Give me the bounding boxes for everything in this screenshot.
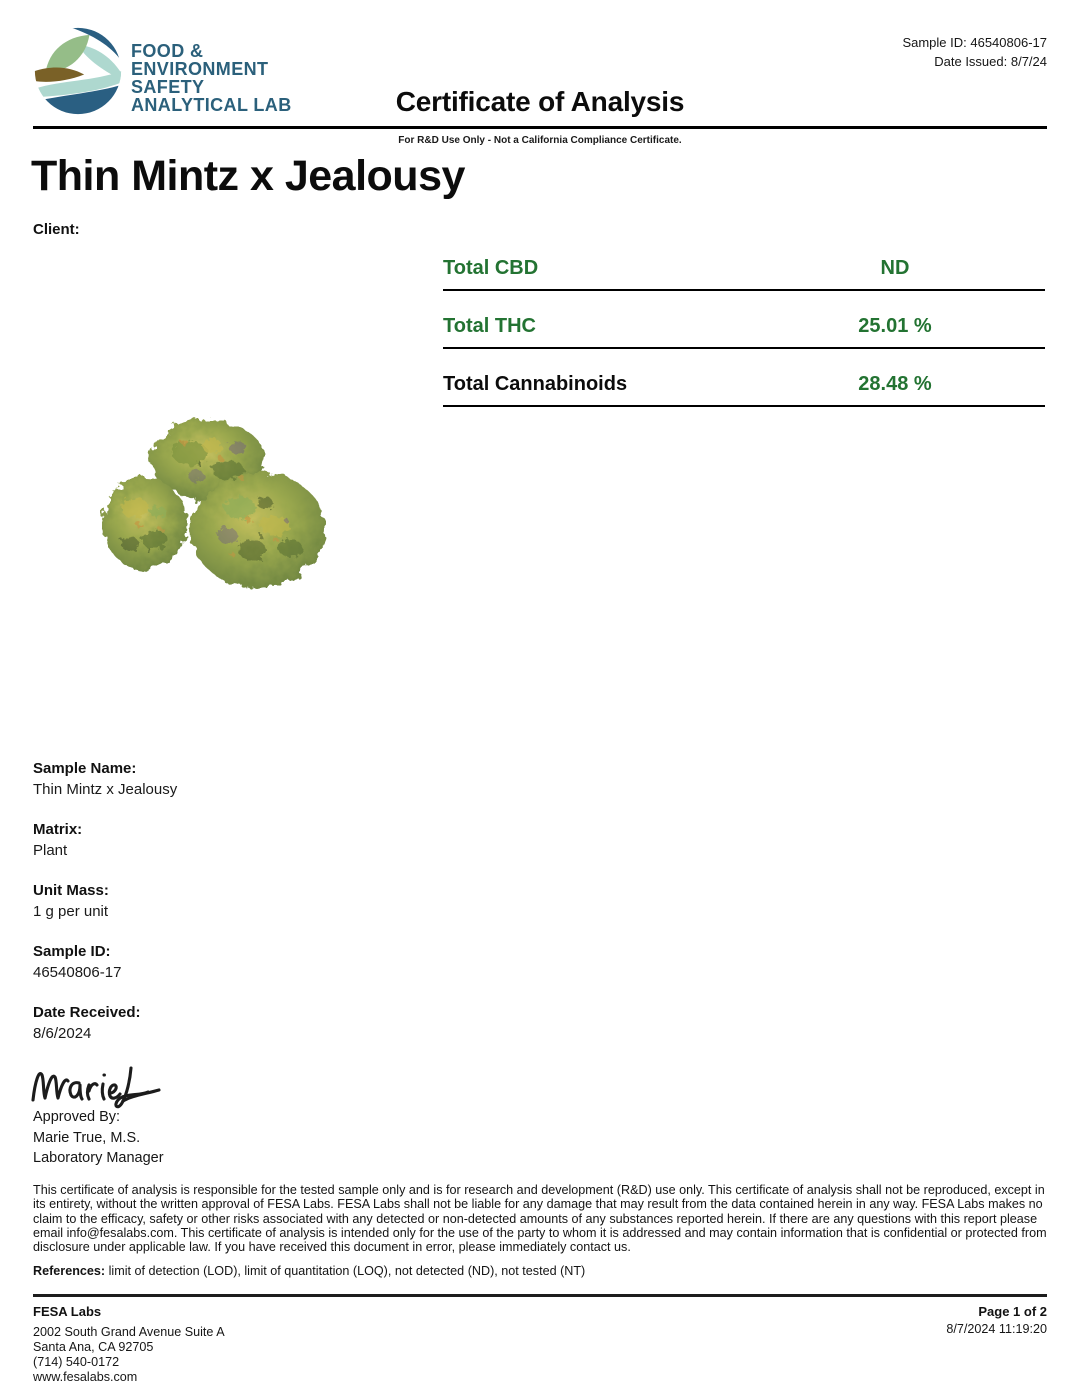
footer-address-line: 2002 South Grand Avenue Suite A — [33, 1325, 225, 1339]
header-divider — [33, 126, 1047, 129]
list-item — [33, 941, 177, 983]
footer-lab-name: FESA Labs — [33, 1304, 102, 1319]
date-received-value: 8/6/2024 — [33, 1025, 92, 1042]
list-item — [33, 758, 177, 800]
potency-summary-table — [443, 252, 1045, 407]
total-cbd-value: ND — [880, 257, 910, 279]
matrix-label: Matrix: — [33, 821, 83, 838]
header-meta — [902, 33, 1047, 71]
footer-timestamp: 8/7/2024 11:19:20 — [946, 1322, 1047, 1336]
product-name-heading: Thin Mintz x Jealousy — [31, 152, 465, 200]
list-item — [33, 819, 177, 861]
footer-page-info — [946, 1304, 1047, 1336]
footer-divider — [33, 1294, 1047, 1297]
sample-id-value: 46540806-17 — [33, 964, 122, 981]
footer-lab-info — [33, 1304, 225, 1385]
references-text: limit of detection (LOD), limit of quantitation (LOQ), not detected (ND), not tested (NT) — [105, 1264, 586, 1278]
footer-website: www.fesalabs.com — [33, 1370, 138, 1384]
lab-wordmark-line: FOOD & — [131, 41, 204, 61]
lab-wordmark-line: SAFETY — [131, 77, 205, 97]
page-number: Page 1 of 2 — [978, 1304, 1047, 1319]
certificate-title: Certificate of Analysis — [395, 86, 685, 117]
sample-id-label: Sample ID: — [33, 943, 111, 960]
total-cannabinoids-label: Total Cannabinoids — [443, 373, 628, 395]
matrix-value: Plant — [33, 842, 68, 859]
references-label: References: — [33, 1264, 106, 1278]
product-photo — [100, 408, 345, 673]
total-cannabinoids-value: 28.48 % — [858, 373, 932, 395]
sample-name-label: Sample Name: — [33, 760, 137, 777]
total-thc-value: 25.01 % — [858, 315, 932, 337]
approver-name: Marie True, M.S. — [33, 1129, 141, 1146]
unit-mass-value: 1 g per unit — [33, 903, 109, 920]
certificate-subtitle: For R&D Use Only - Not a California Compliance Certificate. — [398, 135, 682, 146]
date-issued-header: Date Issued: 8/7/24 — [934, 54, 1047, 69]
approved-by-label: Approved By: — [33, 1109, 121, 1125]
list-item — [33, 880, 177, 922]
approval-block — [33, 1107, 164, 1169]
total-cbd-label: Total CBD — [443, 257, 539, 279]
table-row — [443, 368, 1045, 407]
signature-image — [27, 1054, 165, 1110]
disclaimer-text: This certificate of analysis is responsible for the tested sample only and is for research and development (R&D) use only. This certificate of analysis shall not be reproduced, except in its entirety, without the written approval of FESA Labs. FESA Labs shall not be liable for any damage that may result from the data contained herein in any way. FESA Labs makes no claim to the efficacy, safety or other risks associated with any detected or non-detected amounts of any substances reported herein. If there are any questions with this report please email info@fesalabs.com. This certificate of analysis is intended only for the use of the party to whom it is addressed and may contain information that is confidential or protected from disclosure under applicable law. If you have received this document in error, please immediately contact us. — [33, 1183, 1047, 1255]
sample-id-header: Sample ID: 46540806-17 — [902, 35, 1047, 50]
date-received-label: Date Received: — [33, 1004, 141, 1021]
list-item — [33, 1002, 177, 1044]
client-label: Client: — [33, 221, 80, 238]
lab-wordmark-line: ENVIRONMENT — [131, 59, 269, 79]
unit-mass-label: Unit Mass: — [33, 882, 109, 899]
sample-details — [33, 758, 177, 1063]
table-row — [443, 252, 1045, 291]
lab-wordmark-line: ANALYTICAL LAB — [131, 95, 292, 115]
total-thc-label: Total THC — [443, 315, 536, 337]
footer-address-line: Santa Ana, CA 92705 — [33, 1340, 154, 1354]
sample-name-value: Thin Mintz x Jealousy — [33, 781, 178, 798]
footer-address — [33, 1325, 225, 1385]
table-row — [443, 310, 1045, 349]
approver-title: Laboratory Manager — [33, 1150, 164, 1166]
references-line — [33, 1264, 585, 1278]
footer-address-line: (714) 540-0172 — [33, 1355, 120, 1369]
